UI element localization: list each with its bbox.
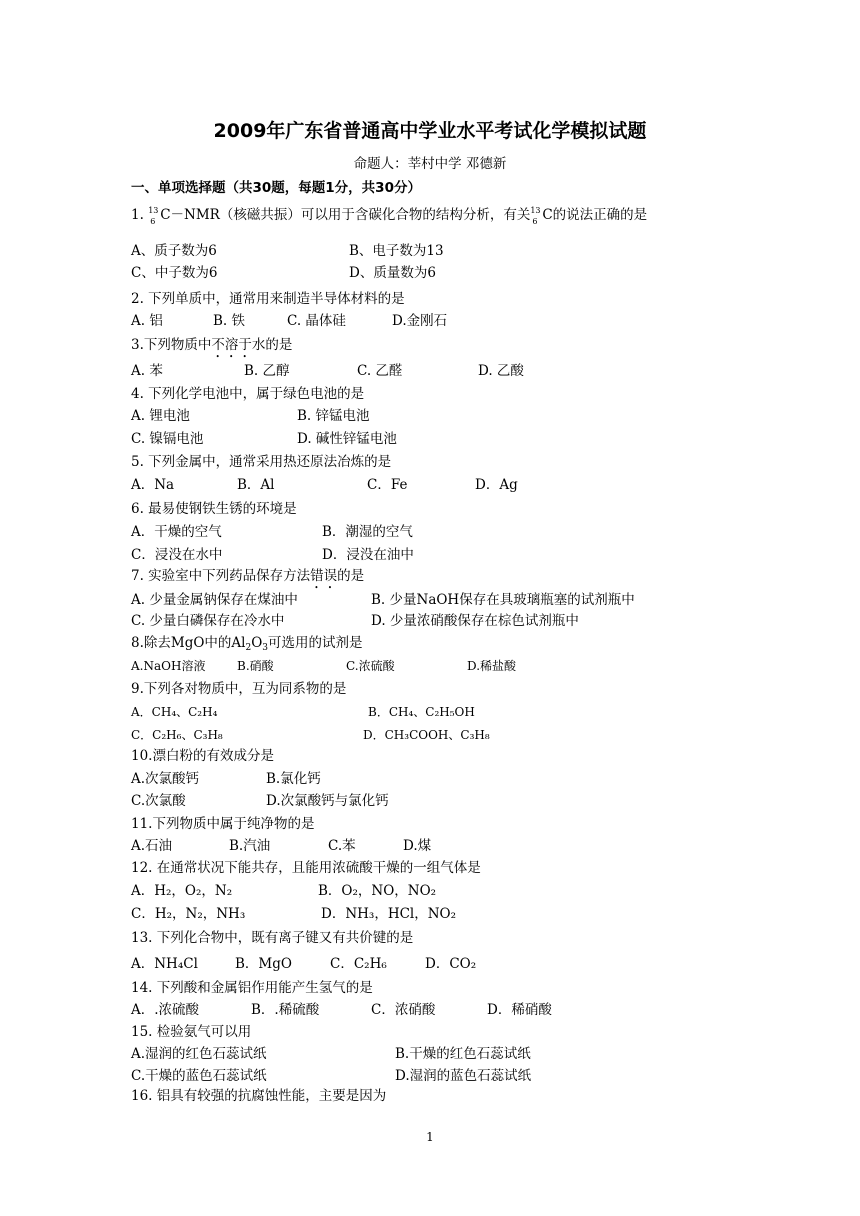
q3-option-c: C. 乙醛 (357, 363, 403, 379)
q4-option-a: A. 锂电池 (131, 408, 190, 424)
q4-option-d: D. 碱性锌锰电池 (297, 431, 397, 447)
q5-option-a: A．Na (131, 477, 175, 493)
q15-option-a: A.湿润的红色石蕊试纸 (131, 1046, 267, 1062)
q7-option-b: B. 少量NaOH保存在具玻璃瓶塞的试剂瓶中 (371, 592, 635, 608)
q8-option-c: C.浓硫酸 (346, 659, 395, 673)
q13-option-c: C．C₂H₆ (330, 956, 387, 972)
question-2-stem: 2. 下列单质中，通常用来制造半导体材料的是 (131, 291, 405, 307)
q5-option-d: D．Ag (475, 477, 518, 493)
q8-option-a: A.NaOH溶液 (131, 659, 206, 673)
q8-option-d: D.稀盐酸 (467, 659, 517, 673)
question-14-stem: 14. 下列酸和金属铝作用能产生氢气的是 (131, 980, 373, 996)
q6-option-d: D．浸没在油中 (322, 547, 414, 563)
question-9-stem: 9.下列各对物质中，互为同系物的是 (131, 681, 347, 697)
q15-option-b: B.干燥的红色石蕊试纸 (395, 1046, 531, 1062)
q12-option-c: C．H₂，N₂，NH₃ (131, 906, 246, 922)
question-16-stem: 16. 铝具有较强的抗腐蚀性能，主要是因为 (131, 1088, 387, 1104)
q9-option-a: A．CH₄、C₂H₄ (131, 705, 218, 719)
q6-option-b: B．潮湿的空气 (322, 524, 413, 540)
q11-option-c: C.苯 (328, 838, 356, 854)
q13-option-a: A．NH₄Cl (131, 956, 198, 972)
emphasis-text: 错误 (310, 568, 338, 584)
question-7-stem: 7. 实验室中下列药品保存方法错误的是 (131, 568, 365, 584)
question-3-stem: 3.下列物质中不溶于水的是 (131, 337, 293, 353)
q9-option-d: D．CH₃COOH、C₃H₈ (363, 728, 490, 742)
q14-option-b: B．.稀硫酸 (251, 1002, 320, 1018)
question-6-stem: 6. 最易使钢铁生锈的环境是 (131, 501, 297, 517)
q3-option-a: A. 苯 (131, 363, 163, 379)
q2-option-b: B. 铁 (213, 313, 246, 329)
q7-option-a: A. 少量金属钠保存在煤油中 (131, 592, 298, 608)
q5-option-c: C．Fe (367, 477, 408, 493)
q7-option-c: C. 少量白磷保存在冷水中 (131, 613, 285, 629)
q2-option-d: D.金刚石 (392, 313, 448, 329)
q2-option-c: C. 晶体硅 (287, 313, 346, 329)
question-15-stem: 15. 检验氨气可以用 (131, 1024, 252, 1040)
emphasis-text: 不溶于 (211, 337, 252, 353)
question-8-stem: 8.除去MgO中的$Al_2O_3$可选用的试剂是 (131, 635, 363, 653)
q10-option-c: C.次氯酸 (131, 793, 186, 809)
q8-option-b: B.硝酸 (237, 659, 274, 673)
q1-option-b: B、电子数为13 (349, 243, 444, 259)
q14-option-d: D．稀硝酸 (487, 1002, 552, 1018)
author-line: 命题人：莘村中学 邓德新 (353, 156, 507, 172)
q9-option-b: B．CH₄、C₂H₅OH (368, 705, 475, 719)
question-1-stem: 1. 13 6 C－NMR（核磁共振）可以用于含碳化合物的结构分析，有关 13 6 C的说法正确的是 (131, 206, 648, 226)
q10-option-b: B.氯化钙 (266, 771, 321, 787)
q5-option-b: B．Al (237, 477, 275, 493)
question-10-stem: 10.漂白粉的有效成分是 (131, 748, 274, 764)
q15-option-c: C.干燥的蓝色石蕊试纸 (131, 1068, 267, 1084)
q12-option-a: A．H₂，O₂，N₂ (131, 883, 233, 899)
page-title: 2009年广东省普通高中学业水平考试化学模拟试题 (213, 120, 647, 142)
q11-option-d: D.煤 (403, 838, 432, 854)
q10-option-a: A.次氯酸钙 (131, 771, 200, 787)
question-12-stem: 12. 在通常状况下能共存，且能用浓硫酸干燥的一组气体是 (131, 860, 481, 876)
q15-option-d: D.湿润的蓝色石蕊试纸 (395, 1068, 532, 1084)
q14-option-a: A．.浓硫酸 (131, 1002, 200, 1018)
q1-option-d: D、质量数为6 (349, 265, 436, 281)
q4-option-c: C. 镍镉电池 (131, 431, 204, 447)
q1-option-a: A、质子数为6 (131, 243, 217, 259)
carbon-isotope-notation: 13 6 (148, 206, 159, 226)
q10-option-d: D.次氯酸钙与氯化钙 (266, 793, 389, 809)
q4-option-b: B. 锌锰电池 (297, 408, 370, 424)
question-11-stem: 11.下列物质中属于纯净物的是 (131, 816, 315, 832)
q12-option-b: B．O₂，NO，NO₂ (318, 883, 437, 899)
q12-option-d: D．NH₃，HCl，NO₂ (321, 906, 457, 922)
q3-option-b: B. 乙醇 (244, 363, 290, 379)
q11-option-a: A.石油 (131, 838, 173, 854)
q13-option-b: B．MgO (235, 956, 292, 972)
q2-option-a: A. 铝 (131, 313, 163, 329)
q11-option-b: B.汽油 (229, 838, 271, 854)
question-13-stem: 13. 下列化合物中，既有离子键又有共价键的是 (131, 930, 414, 946)
q3-option-d: D. 乙酸 (478, 363, 524, 379)
question-5-stem: 5. 下列金属中，通常采用热还原法冶炼的是 (131, 454, 392, 470)
section-heading: 一、单项选择题（共30题，每题1分，共30分） (131, 180, 421, 196)
q9-option-c: C．C₂H₆、C₃H₈ (131, 728, 223, 742)
q6-option-c: C．浸没在水中 (131, 547, 223, 563)
q13-option-d: D．CO₂ (425, 956, 477, 972)
q7-option-d: D. 少量浓硝酸保存在棕色试剂瓶中 (371, 613, 579, 629)
q1-option-c: C、中子数为6 (131, 265, 218, 281)
q14-option-c: C．浓硝酸 (371, 1002, 436, 1018)
page-number: 1 (426, 1130, 434, 1144)
carbon-isotope-notation: 13 6 (530, 206, 541, 226)
q6-option-a: A．干燥的空气 (131, 524, 222, 540)
question-4-stem: 4. 下列化学电池中，属于绿色电池的是 (131, 386, 365, 402)
